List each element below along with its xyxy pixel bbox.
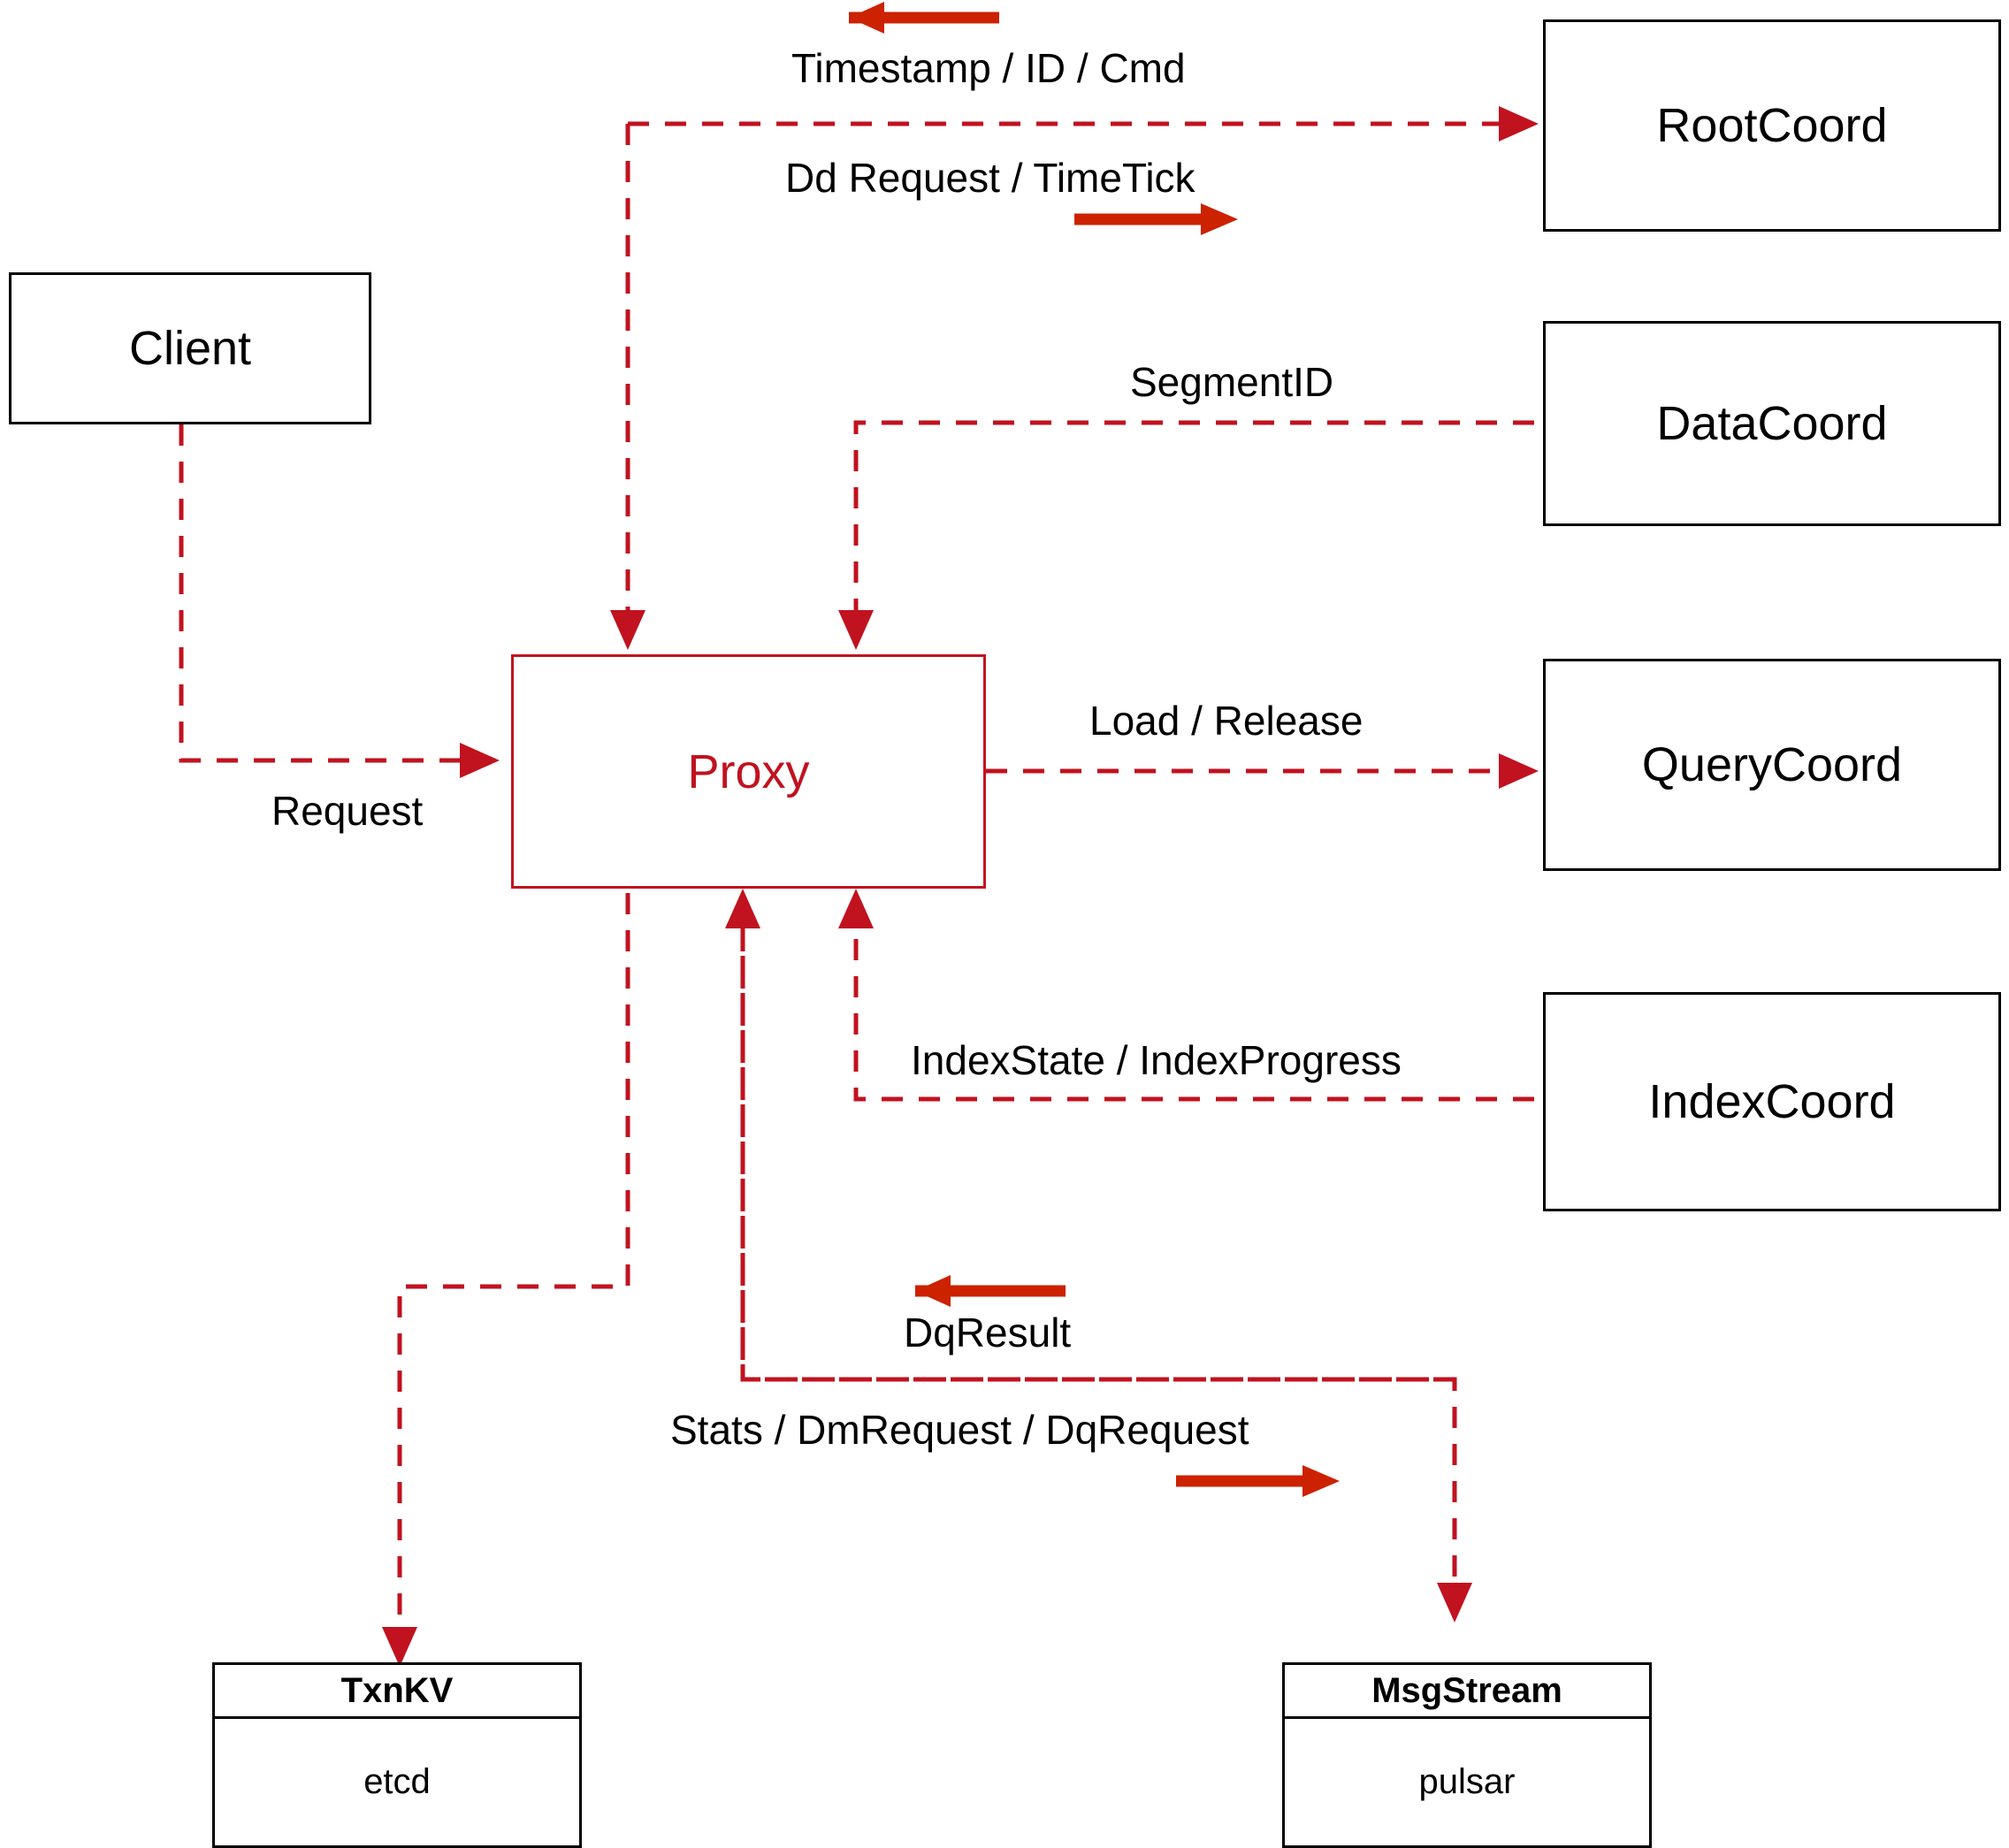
node-rootcoord[interactable]	[1543, 19, 2001, 232]
node-proxy[interactable]	[511, 654, 986, 889]
node-proxy-label: Proxy	[687, 745, 810, 798]
edge-label-segment-id: SegmentID	[1130, 359, 1334, 405]
edge-label-request: Request	[271, 788, 424, 834]
store-txnkv[interactable]	[212, 1662, 582, 1848]
node-rootcoord-label: RootCoord	[1656, 99, 1888, 152]
node-querycoord-label: QueryCoord	[1641, 738, 1903, 791]
node-indexcoord-label: IndexCoord	[1648, 1075, 1896, 1128]
node-querycoord[interactable]	[1543, 659, 2001, 871]
store-txnkv-body: etcd	[363, 1762, 431, 1801]
node-datacoord[interactable]	[1543, 321, 2001, 526]
node-client[interactable]	[9, 272, 371, 424]
edge-label-dq-result: DqResult	[904, 1310, 1072, 1355]
edge-label-index-state-progress: IndexState / IndexProgress	[911, 1037, 1402, 1083]
store-msgstream-body: pulsar	[1418, 1762, 1516, 1801]
store-msgstream[interactable]	[1282, 1662, 1652, 1848]
node-client-label: Client	[128, 322, 252, 375]
edge-label-load-release: Load / Release	[1089, 698, 1364, 744]
store-txnkv-title: TxnKV	[215, 1665, 579, 1719]
node-datacoord-label: DataCoord	[1656, 397, 1888, 450]
edge-label-timestamp-id-cmd: Timestamp / ID / Cmd	[791, 45, 1186, 91]
edge-label-stats-dm-dq-request: Stats / DmRequest / DqRequest	[670, 1407, 1249, 1453]
edge-label-dd-request-timetick: Dd Request / TimeTick	[785, 155, 1195, 201]
node-indexcoord[interactable]	[1543, 992, 2001, 1211]
store-msgstream-title: MsgStream	[1285, 1665, 1649, 1719]
